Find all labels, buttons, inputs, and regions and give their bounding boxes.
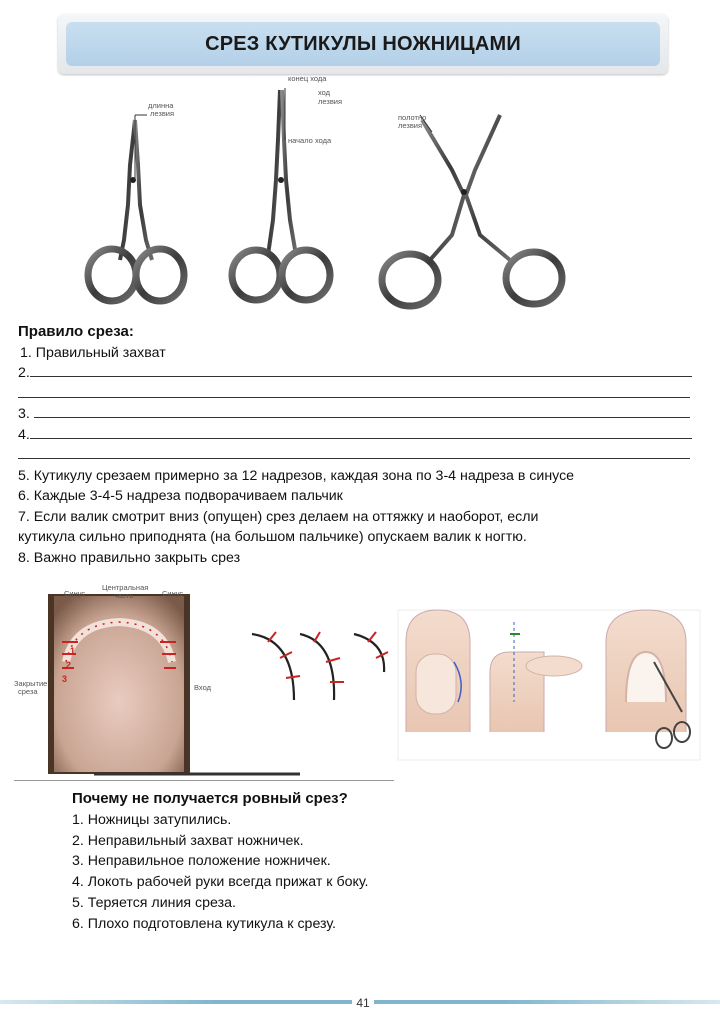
nail-photo-icon: [48, 594, 190, 774]
tip-label: [288, 74, 327, 83]
svg-text:полотно: полотно: [398, 113, 427, 122]
svg-text:лезвия: лезвия: [150, 109, 175, 118]
blade-length-label: [148, 101, 174, 118]
scissors-open-icon: [382, 115, 562, 306]
svg-text:ход: ход: [318, 88, 331, 97]
rules-heading: Правило среза:: [18, 323, 134, 340]
svg-text:конец хода: конец хода: [288, 74, 327, 83]
scissors-closed-icon: [88, 115, 184, 301]
fill-in-blank[interactable]: [30, 425, 692, 439]
closing-label: Закрытие: [14, 679, 48, 688]
svg-text:начало хода: начало хода: [288, 136, 332, 145]
why-section: [72, 789, 632, 935]
central-part-label-2: часть: [114, 591, 134, 600]
rule-item-2-continued: [18, 384, 698, 405]
stroke-label: [318, 88, 342, 106]
page-title: СРЕЗ КУТИКУЛЫ НОЖНИЦАМИ: [205, 32, 521, 55]
rule-item-3-number: 3.: [18, 406, 30, 422]
rule-item-4-number: 4.: [18, 426, 30, 443]
why-item: 3. Неправильное положение ножничек.: [72, 853, 331, 870]
svg-text:длинна: длинна: [148, 101, 174, 110]
rule-item-1: 1. Правильный захват: [20, 344, 166, 361]
fill-in-blank[interactable]: [18, 384, 690, 398]
scissors-side-view-icon: [232, 88, 330, 300]
scissors-illustration: [80, 70, 600, 320]
rule-item-2: [18, 363, 698, 384]
page-number: 41: [352, 996, 374, 1010]
why-heading: Почему не получается ровный срез?: [72, 790, 348, 807]
fill-in-blank[interactable]: [34, 404, 690, 418]
rule-item-4-continued: [18, 445, 698, 466]
rule-item-3: [18, 404, 698, 425]
why-item: 1. Ножницы затупились.: [72, 811, 232, 828]
cuticle-cut-diagram: [14, 582, 704, 782]
closing-label-2: среза: [18, 687, 38, 696]
entry-label: Вход: [194, 683, 211, 692]
blade-face-label: [398, 113, 426, 130]
why-item: 4. Локоть рабочей руки всегда прижат к боку.: [72, 874, 369, 891]
rule-item-2-number: 2.: [18, 365, 30, 381]
rules-section: [18, 322, 698, 568]
stroke-start-label: [288, 136, 332, 145]
why-item: 5. Теряется линия среза.: [72, 894, 236, 911]
rule-item-7-line-2: кутикула сильно приподнята (на большом пальчике) опускаем валик к ногтю.: [18, 529, 527, 545]
zone-number-3: 3: [62, 674, 68, 684]
finger-with-scissors-icon: [606, 610, 690, 748]
sinus-left-label: Синус: [64, 589, 86, 598]
rule-item-7-line-1: 7. Если валик смотрит вниз (опущен) срез делаем на оттяжку и наоборот, если: [18, 508, 539, 525]
rule-item-8: 8. Важно правильно закрыть срез: [18, 549, 241, 566]
fill-in-blank[interactable]: [18, 445, 690, 459]
fill-in-blank[interactable]: [30, 363, 692, 377]
rule-item-4: [18, 425, 698, 446]
svg-text:лезвия: лезвия: [318, 97, 343, 106]
rule-item-5: 5. Кутикулу срезаем примерно за 12 надрезов, каждая зона по 3-4 надреза в синусе: [18, 467, 575, 484]
why-item: 2. Неправильный захват ножничек.: [72, 832, 304, 849]
rule-item-6: 6. Каждые 3-4-5 надреза подворачиваем пальчик: [18, 488, 343, 504]
finger-grip-icon: [406, 610, 470, 732]
zone-number-2: 2: [66, 660, 72, 670]
sinus-right-label: Синус: [162, 589, 184, 598]
why-item: 6. Плохо подготовлена кутикула к срезу.: [72, 915, 336, 932]
cut-arc-diagram-icon: [252, 632, 388, 700]
title-banner: [66, 22, 660, 66]
separator-line: [14, 780, 394, 781]
central-part-label: Центральная: [102, 583, 149, 592]
zone-number-1: 1: [70, 646, 76, 656]
svg-text:лезвия: лезвия: [398, 121, 423, 130]
